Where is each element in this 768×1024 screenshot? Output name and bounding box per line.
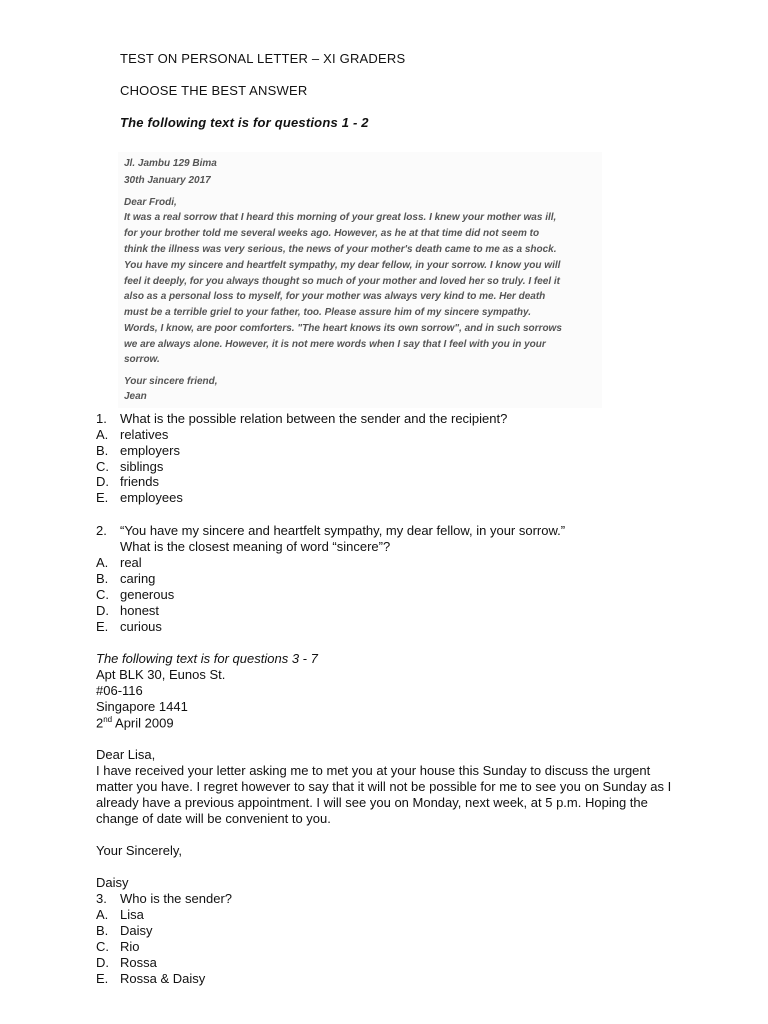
question-number: 1.: [96, 411, 107, 426]
option-text: generous: [120, 587, 175, 602]
letter2-address-line: Singapore 1441: [96, 699, 188, 714]
option-letter: D.: [96, 955, 109, 970]
q3-option-d[interactable]: [96, 955, 157, 970]
letter1-salutation: Dear Frodi,: [124, 197, 177, 208]
option-text: relatives: [120, 427, 169, 442]
option-letter: C.: [96, 939, 109, 954]
letter1-body-line: It was a real sorrow that I heard this morning of your great loss. I knew your mother was ill,: [124, 212, 557, 223]
date-month-year: April 2009: [112, 715, 174, 731]
option-letter: D.: [96, 603, 109, 618]
option-letter: C.: [96, 587, 109, 602]
letter1-body-line: we are always alone. However, it is not mere words when I say that I feel with you in your: [124, 339, 546, 350]
date-day: 2: [96, 715, 104, 731]
option-text: Rossa & Daisy: [120, 971, 206, 986]
question-number: 2.: [96, 523, 107, 538]
q1-option-c[interactable]: [96, 459, 163, 474]
letter2-body-line: I have received your letter asking me to met you at your house this Sunday to discuss the urgent: [96, 763, 651, 778]
letter2-body-line: change of date will be convenient to you.: [96, 811, 331, 826]
q3-option-b[interactable]: [96, 923, 153, 938]
question-quote: “You have my sincere and heartfelt sympathy, my dear fellow, in your sorrow.”: [120, 523, 566, 538]
q2-option-e[interactable]: [96, 619, 162, 634]
letter1-body-line: feel it deeply, for you always thought so much of your mother and loved her so truly. I feel it: [124, 276, 560, 287]
q2-option-b[interactable]: [96, 571, 155, 586]
q1-option-a[interactable]: [96, 427, 168, 442]
option-letter: E.: [96, 971, 109, 986]
q3-option-c[interactable]: [96, 939, 140, 954]
scanned-letter-image: [118, 152, 602, 408]
option-letter: E.: [96, 619, 109, 634]
section2-intro: The following text is for questions 3 - 7: [96, 651, 318, 666]
test-title: TEST ON PERSONAL LETTER – XI GRADERS: [120, 51, 406, 66]
q3-option-e[interactable]: [96, 971, 205, 986]
option-letter: B.: [96, 923, 109, 938]
letter1-body-line: must be a terrible griel to your father, too. Please assure him of my sincere sympathy.: [124, 307, 531, 318]
letter1-body-line: You have my sincere and heartfelt sympathy, my dear fellow, in your sorrow. I know you will: [124, 260, 561, 271]
question-number: 3.: [96, 891, 107, 906]
option-text: caring: [120, 571, 156, 586]
option-letter: D.: [96, 474, 109, 489]
option-letter: A.: [96, 427, 109, 442]
option-letter: B.: [96, 571, 109, 586]
letter1-body-line: also as a personal loss to myself, for your mother was always very kind to me. Her death: [124, 291, 546, 302]
option-letter: B.: [96, 443, 109, 458]
question-text: What is the possible relation between the sender and the recipient?: [120, 411, 508, 426]
question-2: [96, 523, 565, 538]
option-text: employees: [120, 490, 183, 505]
instruction: CHOOSE THE BEST ANSWER: [120, 83, 308, 98]
letter1-address: Jl. Jambu 129 Bima: [124, 158, 217, 169]
option-letter: C.: [96, 459, 109, 474]
q2-option-d[interactable]: [96, 603, 159, 618]
letter2-address-line: Apt BLK 30, Eunos St.: [96, 667, 226, 682]
option-letter: A.: [96, 555, 109, 570]
q2-option-c[interactable]: [96, 587, 174, 602]
letter1-body-line: for your brother told me several weeks ago. However, as he at that time did not seem to: [124, 228, 540, 239]
question-3: [96, 891, 232, 906]
option-text: honest: [120, 603, 160, 618]
option-letter: E.: [96, 490, 109, 505]
letter2-address-line: #06-116: [96, 683, 143, 698]
option-text: siblings: [120, 459, 164, 474]
question-2-text: What is the closest meaning of word “sincere”?: [120, 539, 391, 554]
option-text: employers: [120, 443, 180, 458]
letter2-date: [96, 715, 174, 730]
option-text: Rossa: [120, 955, 157, 970]
option-letter: A.: [96, 907, 109, 922]
question-text: Who is the sender?: [120, 891, 233, 906]
option-text: real: [120, 555, 142, 570]
letter1-body-line: think the illness was very serious, the news of your mother's death came to me as a shock.: [124, 244, 557, 255]
option-text: friends: [120, 474, 160, 489]
letter2-closing: Your Sincerely,: [96, 843, 182, 858]
option-text: curious: [120, 619, 162, 634]
date-suffix: nd: [103, 715, 113, 724]
section1-intro: The following text is for questions 1 - 2: [120, 115, 369, 130]
option-text: Lisa: [120, 907, 144, 922]
q1-option-b[interactable]: [96, 443, 180, 458]
letter1-signature: Jean: [124, 391, 147, 402]
letter1-body-line: Words, I know, are poor comforters. "The heart knows its own sorrow", and in such sorrows: [124, 323, 562, 334]
letter2-signature: Daisy: [96, 875, 129, 890]
q2-option-a[interactable]: [96, 555, 142, 570]
letter1-closing: Your sincere friend,: [124, 376, 218, 387]
letter1-body-line: sorrow.: [124, 354, 160, 365]
q3-option-a[interactable]: [96, 907, 144, 922]
letter2-salutation: Dear Lisa,: [96, 747, 156, 762]
question-1: [96, 411, 507, 426]
q1-option-d[interactable]: [96, 474, 159, 489]
option-text: Rio: [120, 939, 140, 954]
letter2-body-line: matter you have. I regret however to say that it will not be possible for me to see you on Sunday as I: [96, 779, 672, 794]
q1-option-e[interactable]: [96, 490, 183, 505]
letter2-body-line: already have a previous appointment. I will see you on Monday, next week, at 5 p.m. Hoping the: [96, 795, 648, 810]
letter1-date: 30th January 2017: [124, 175, 211, 186]
option-text: Daisy: [120, 923, 153, 938]
